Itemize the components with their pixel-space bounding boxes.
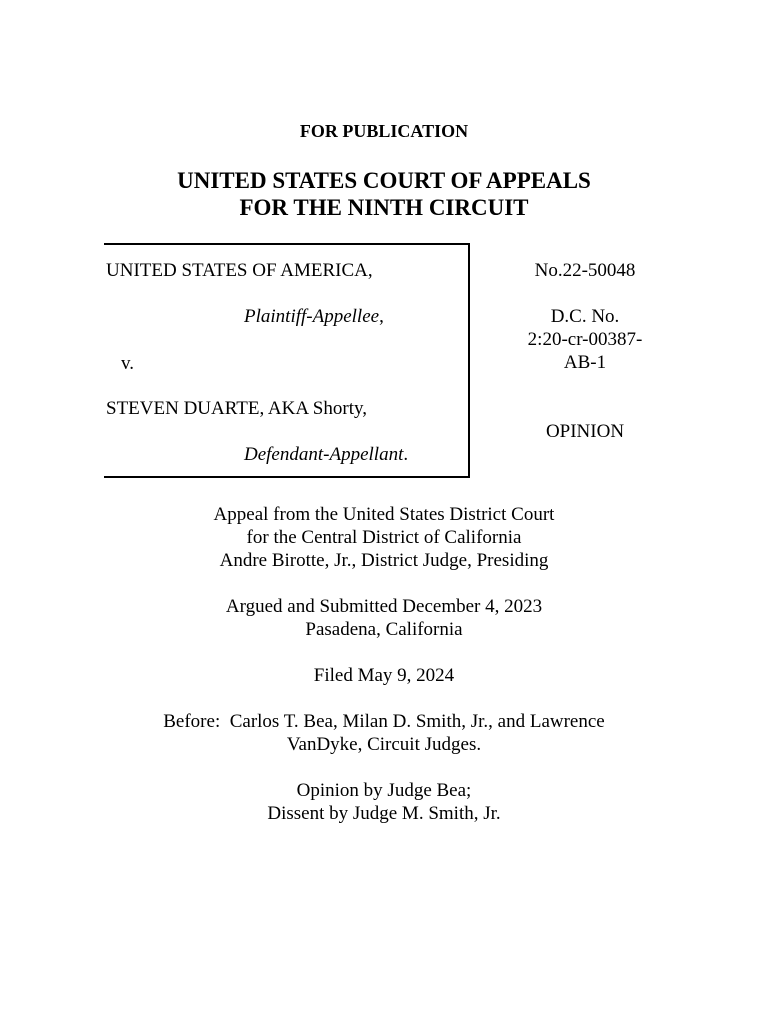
filed-date: Filed May 9, 2024 <box>313 665 455 686</box>
dc-number-line2: AB-1 <box>563 352 607 373</box>
defendant-name: STEVEN DUARTE, AKA Shorty, <box>106 398 367 419</box>
appeal-line1: Appeal from the United States District Court <box>213 504 555 525</box>
argued-line1: Argued and Submitted December 4, 2023 <box>225 596 543 617</box>
court-name-line2: FOR THE NINTH CIRCUIT <box>239 195 529 220</box>
opinion-author: Opinion by Judge Bea; <box>296 780 472 801</box>
defendant-role-text: Defendant-Appellant <box>244 444 404 465</box>
defendant-role <box>244 443 408 466</box>
defendant-role-suffix: . <box>403 444 409 465</box>
plaintiff-role <box>244 305 384 328</box>
panel-line1: Before: Carlos T. Bea, Milan D. Smith, Jr., and Lawrence <box>163 711 605 732</box>
document-type: OPINION <box>545 421 625 442</box>
case-caption-box <box>104 243 470 478</box>
dc-number-label: D.C. No. <box>550 306 620 327</box>
appeal-line3: Andre Birotte, Jr., District Judge, Presiding <box>219 550 549 571</box>
dc-number-line1: 2:20-cr-00387- <box>527 329 643 350</box>
publication-label: FOR PUBLICATION <box>299 121 469 141</box>
dissent-author: Dissent by Judge M. Smith, Jr. <box>267 803 501 824</box>
court-name-line1: UNITED STATES COURT OF APPEALS <box>177 168 591 193</box>
argued-line2: Pasadena, California <box>305 619 463 640</box>
case-number: No.22-50048 <box>534 260 636 281</box>
versus-label: v. <box>121 353 135 374</box>
plaintiff-name: UNITED STATES OF AMERICA, <box>106 260 373 281</box>
panel-line2: VanDyke, Circuit Judges. <box>286 734 482 755</box>
appeal-line2: for the Central District of California <box>246 527 522 548</box>
plaintiff-role-text: Plaintiff-Appellee <box>244 306 380 327</box>
plaintiff-role-suffix: , <box>379 306 384 327</box>
